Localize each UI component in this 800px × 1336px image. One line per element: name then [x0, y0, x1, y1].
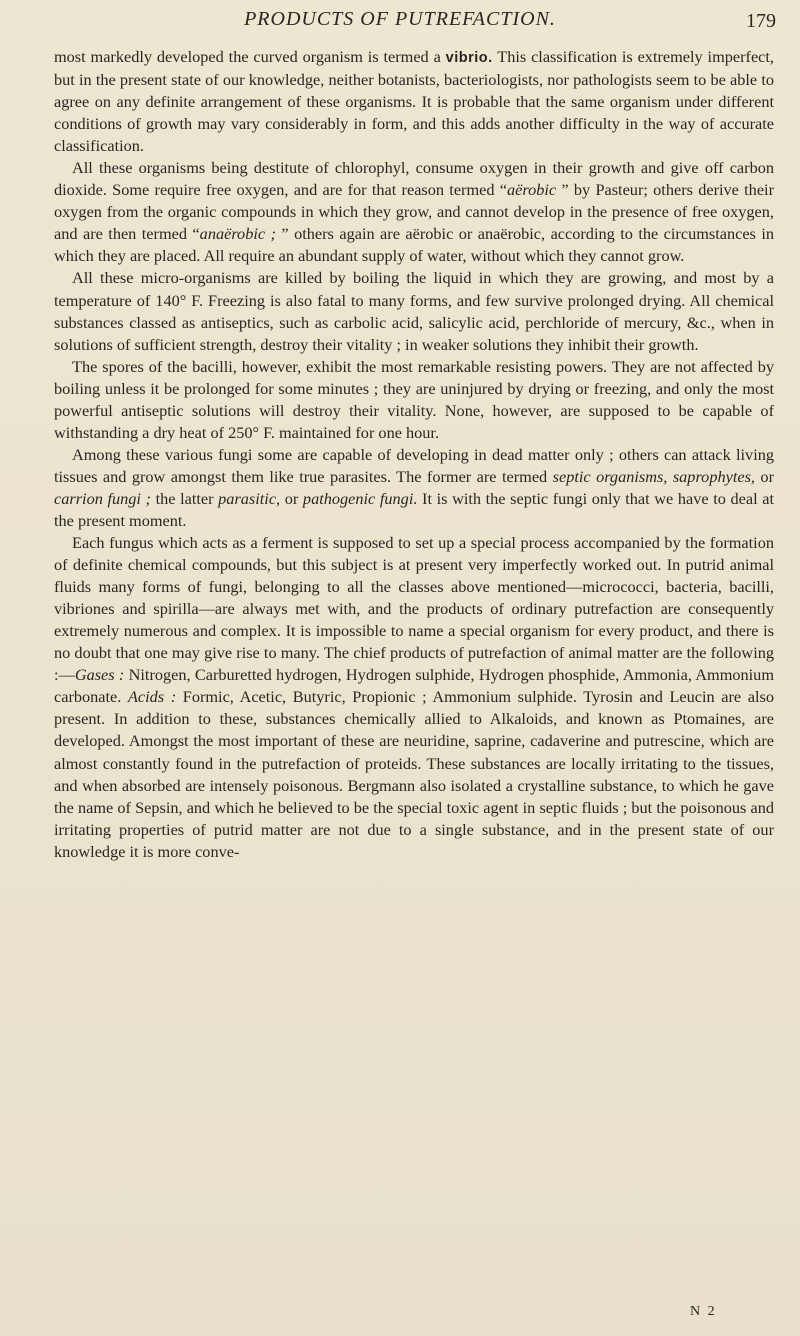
term-anaerobic: anaërobic ; — [199, 224, 276, 244]
term-vibrio: vibrio. — [445, 50, 493, 66]
running-head-title: PRODUCTS OF PUTREFACTION. — [244, 8, 556, 30]
text-run: Nitrogen, Carburetted hydrogen, Hydrogen sulphide, Hydrogen phosphide, Ammonia, Ammonium carbonate. — [54, 665, 774, 707]
paragraph-septic-parasitic — [54, 444, 774, 532]
body-text — [54, 46, 774, 863]
text-run: ” others again are aërobic or anaërobic, according to the circumstances in which they are placed. All require an abundant supply of water, without which they cannot grow. — [54, 224, 775, 266]
page-number: 179 — [746, 10, 776, 32]
term-carrion-fungi: carrion fungi ; — [54, 488, 151, 508]
paragraph-putrefaction-products — [54, 532, 774, 863]
text-run: It is with the septic fungi only that we have to deal at the present moment. — [54, 488, 775, 530]
text-run: the latter — [150, 488, 219, 508]
paragraph-spores: The spores of the bacilli, however, exhibit the most remarkable resisting powers. They are not affected by boiling unless it be prolonged for some minutes ; they are uninjured by drying or freezing, and only the most powerful antiseptic solutions will destroy their vitality. None, however, are supposed to be capable of withstanding a dry heat of 250° F. maintained for one hour. — [54, 356, 774, 442]
text-run: ” by Pasteur; others derive their oxygen from the organic compounds in which they grow, and cannot develop in the presence of free oxygen, and are then termed “ — [54, 180, 774, 244]
term-gases: Gases : — [74, 665, 125, 685]
term-septic-organisms: septic organisms, saprophytes, — [552, 466, 755, 486]
paragraph-destruction: All these micro-organisms are killed by boiling the liquid in which they are growing, and most by a temperature of 140° F. Freezing is also fatal to many forms, and few survive prolonged drying. All chemical substances classed as antiseptics, such as carbolic acid, salicylic acid, perchloride of mercury, &c., when in solutions of sufficient strength, destroy their vitality ; in weaker solutions they inhibit their growth. — [54, 268, 774, 354]
paragraph-oxygen-requirements — [54, 157, 774, 267]
text-run: most markedly developed the curved organism is termed a — [54, 47, 446, 66]
text-run: Among these various fungi some are capable of developing in dead matter only ; others can attack living tissues and grow amongst them like true parasites. The former are termed — [54, 444, 774, 486]
term-pathogenic-fungi: pathogenic fungi. — [302, 488, 418, 508]
text-run: or — [754, 466, 774, 486]
text-run: All these organisms being destitute of chlorophyl, consume oxygen in their growth and give off carbon dioxide. Some require free oxygen, and are for that reason termed “ — [54, 158, 774, 200]
term-aerobic: aërobic — [507, 180, 557, 200]
text-run: This classification is extremely imperfect, but in the present state of our knowledge, neither botanists, bacteriologists, nor pathologists seem to be able to agree on any definite arrangement of these organisms. It is probable that the same organism under different conditions of growth may vary considerably in form, and this adds another difficulty in the way of accurate classification. — [54, 47, 774, 156]
term-parasitic: parasitic, — [218, 488, 281, 508]
term-acids: Acids : — [127, 687, 177, 707]
text-run: or — [280, 488, 303, 508]
paragraph-vibrio-classification — [54, 46, 774, 157]
text-run: Formic, Acetic, Butyric, Propionic ; Ammonium sulphide. Tyrosin and Leucin are also present. In addition to these, substances chemically allied to Alkaloids, and known as Ptomaines, are developed. Amongst the most important of these are neuridine, saprine, cadaverine and putrescine, which are almost constantly found in the putrefaction of proteids. These substances are locally irritating to the tissues, and when absorbed are intensely poisonous. Bergmann also isolated a crystalline substance, to which he gave the name of Sepsin, and which he believed to be the special toxic agent in septic fluids ; but the poisonous and irritating properties of putrid matter are not due to a single substance, and in the present state of our knowledge it is more conve- — [54, 687, 774, 861]
signature-mark: N 2 — [690, 1304, 717, 1319]
text-run: Each fungus which acts as a ferment is supposed to set up a special process accompanied by the formation of definite chemical compounds, but this subject is at present very imperfectly worked out. In putrid animal fluids many forms of fungi, belonging to all the classes above mentioned—micrococci, bacteria, bacilli, vibriones and spirilla—are always met with, and the products of ordinary putrefaction are consequently extremely numerous and complex. It is impossible to name a special organism for every product, and there is no doubt that one may give rise to many. The chief products of putrefaction of animal matter are the following :— — [54, 533, 774, 685]
